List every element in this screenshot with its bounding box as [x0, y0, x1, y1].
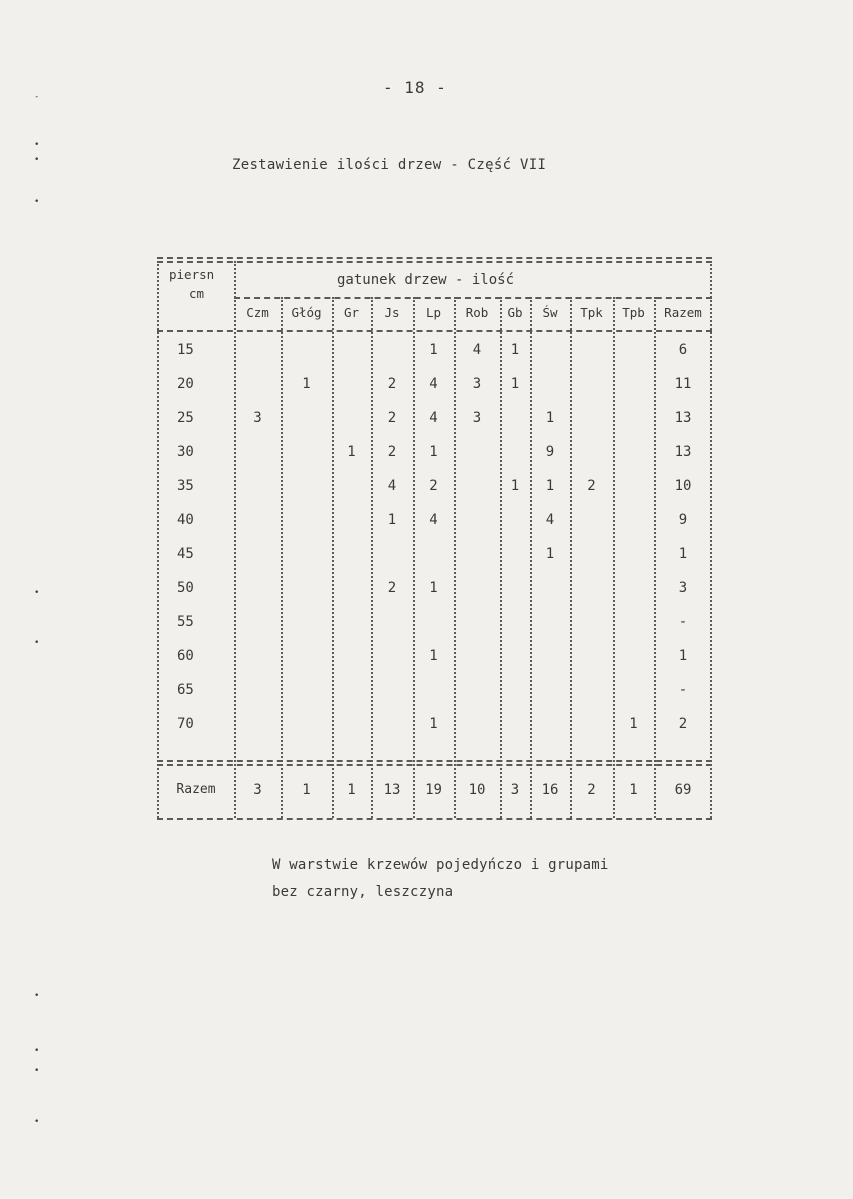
total-cell: 16 [541, 782, 559, 798]
table-cell: 1 [387, 512, 397, 528]
table-cell: 1 [545, 410, 555, 426]
column-rule [332, 297, 334, 818]
column-rule [570, 297, 572, 818]
total-label: Razem [176, 782, 216, 797]
table-cell: - [678, 614, 688, 630]
species-header: Js [384, 305, 400, 320]
tree-count-table [157, 257, 712, 820]
table-cell: 4 [387, 478, 397, 494]
table-cell: 1 [510, 342, 520, 358]
table-cell: 1 [545, 478, 555, 494]
table-cell: 1 [429, 716, 438, 732]
row-diameter: 15 [177, 342, 194, 358]
total-cell: 10 [468, 782, 486, 798]
table-cell: 3 [472, 410, 482, 426]
margin-mark: • [34, 140, 40, 150]
table-cell: 1 [429, 580, 438, 596]
table-cell: 1 [510, 478, 520, 494]
row-diameter: 25 [177, 410, 194, 426]
total-cell: 13 [383, 782, 401, 798]
table-top-rule [157, 261, 712, 263]
column-rule [234, 261, 236, 818]
diameter-unit-header: cm [189, 286, 205, 301]
page-number: - 18 - [383, 78, 447, 97]
table-cell: 4 [429, 410, 438, 426]
table-cell: 2 [678, 716, 688, 732]
table-cell: 6 [678, 342, 688, 358]
row-diameter: 65 [177, 682, 194, 698]
table-cell: 13 [674, 410, 692, 426]
table-cell: 1 [429, 648, 438, 664]
species-header: Tpb [622, 305, 645, 320]
total-cell: 3 [253, 782, 262, 798]
row-diameter: 45 [177, 546, 194, 562]
total-cell: 69 [674, 782, 692, 798]
table-cell: 3 [472, 376, 482, 392]
table-cell: 3 [253, 410, 262, 426]
table-cell: 1 [678, 648, 688, 664]
table-top-rule [157, 257, 712, 259]
table-cell: 4 [429, 512, 438, 528]
margin-mark: • [34, 1046, 40, 1056]
table-cell: 2 [387, 444, 397, 460]
table-cell: 1 [302, 376, 311, 392]
page-title: Zestawienie ilości drzew - Część VII [232, 157, 547, 173]
table-cell: 2 [387, 376, 397, 392]
row-diameter: 40 [177, 512, 194, 528]
margin-mark: ‑ [34, 92, 40, 102]
table-cell: 2 [387, 410, 397, 426]
total-top-rule [157, 760, 712, 762]
total-top-rule [157, 764, 712, 766]
table-cell: 1 [429, 444, 438, 460]
margin-mark: • [34, 991, 40, 1001]
row-diameter: 60 [177, 648, 194, 664]
table-cell: 2 [429, 478, 438, 494]
table-bottom-rule [157, 818, 712, 820]
table-cell: 4 [472, 342, 482, 358]
species-header: Rob [465, 305, 489, 320]
species-header: Czm [246, 305, 269, 320]
table-cell: 1 [678, 546, 688, 562]
table-cell: 3 [678, 580, 688, 596]
row-diameter: 30 [177, 444, 194, 460]
column-rule [157, 261, 159, 818]
row-diameter: 35 [177, 478, 194, 494]
table-cell: - [678, 682, 688, 698]
table-cell: 4 [429, 376, 438, 392]
table-cell: 13 [674, 444, 692, 460]
table-cell: 4 [545, 512, 555, 528]
table-cell: 11 [674, 376, 692, 392]
species-header: Lp [425, 305, 442, 320]
table-cell: 9 [545, 444, 555, 460]
table-cell: 1 [629, 716, 638, 732]
margin-mark: • [34, 197, 40, 207]
species-group-header: gatunek drzew - ilość [337, 272, 515, 288]
table-cell: 10 [674, 478, 692, 494]
row-diameter: 55 [177, 614, 194, 630]
row-diameter: 20 [177, 376, 194, 392]
table-cell: 1 [429, 342, 438, 358]
diameter-header: piersn [169, 267, 215, 282]
species-header: Św [542, 305, 558, 320]
species-header: Głóg [291, 305, 322, 320]
table-cell: 1 [510, 376, 520, 392]
species-header: Razem [664, 305, 702, 320]
table-cell: 2 [587, 478, 596, 494]
table-cell: 2 [387, 580, 397, 596]
header-bottom-rule [157, 330, 712, 332]
total-cell: 1 [629, 782, 638, 798]
total-cell: 1 [347, 782, 356, 798]
table-cell: 9 [678, 512, 688, 528]
note-line-2: bez czarny, leszczyna [272, 884, 454, 900]
total-cell: 19 [425, 782, 442, 798]
total-cell: 3 [510, 782, 520, 798]
total-cell: 1 [302, 782, 311, 798]
margin-mark: • [34, 1117, 40, 1127]
species-header: Tpk [580, 305, 603, 320]
row-diameter: 50 [177, 580, 194, 596]
margin-mark: • [34, 155, 40, 165]
margin-mark: • [34, 638, 40, 648]
row-diameter: 70 [177, 716, 194, 732]
total-cell: 2 [587, 782, 596, 798]
table-cell: 1 [347, 444, 356, 460]
margin-mark: • [34, 588, 40, 598]
margin-mark: • [34, 1066, 40, 1076]
note-line-1: W warstwie krzewów pojedyńczo i grupami [272, 857, 609, 873]
species-header: Gr [343, 305, 360, 320]
species-header-rule [234, 297, 712, 299]
column-rule [613, 297, 615, 818]
species-header: Gb [507, 305, 523, 320]
table-cell: 1 [545, 546, 555, 562]
